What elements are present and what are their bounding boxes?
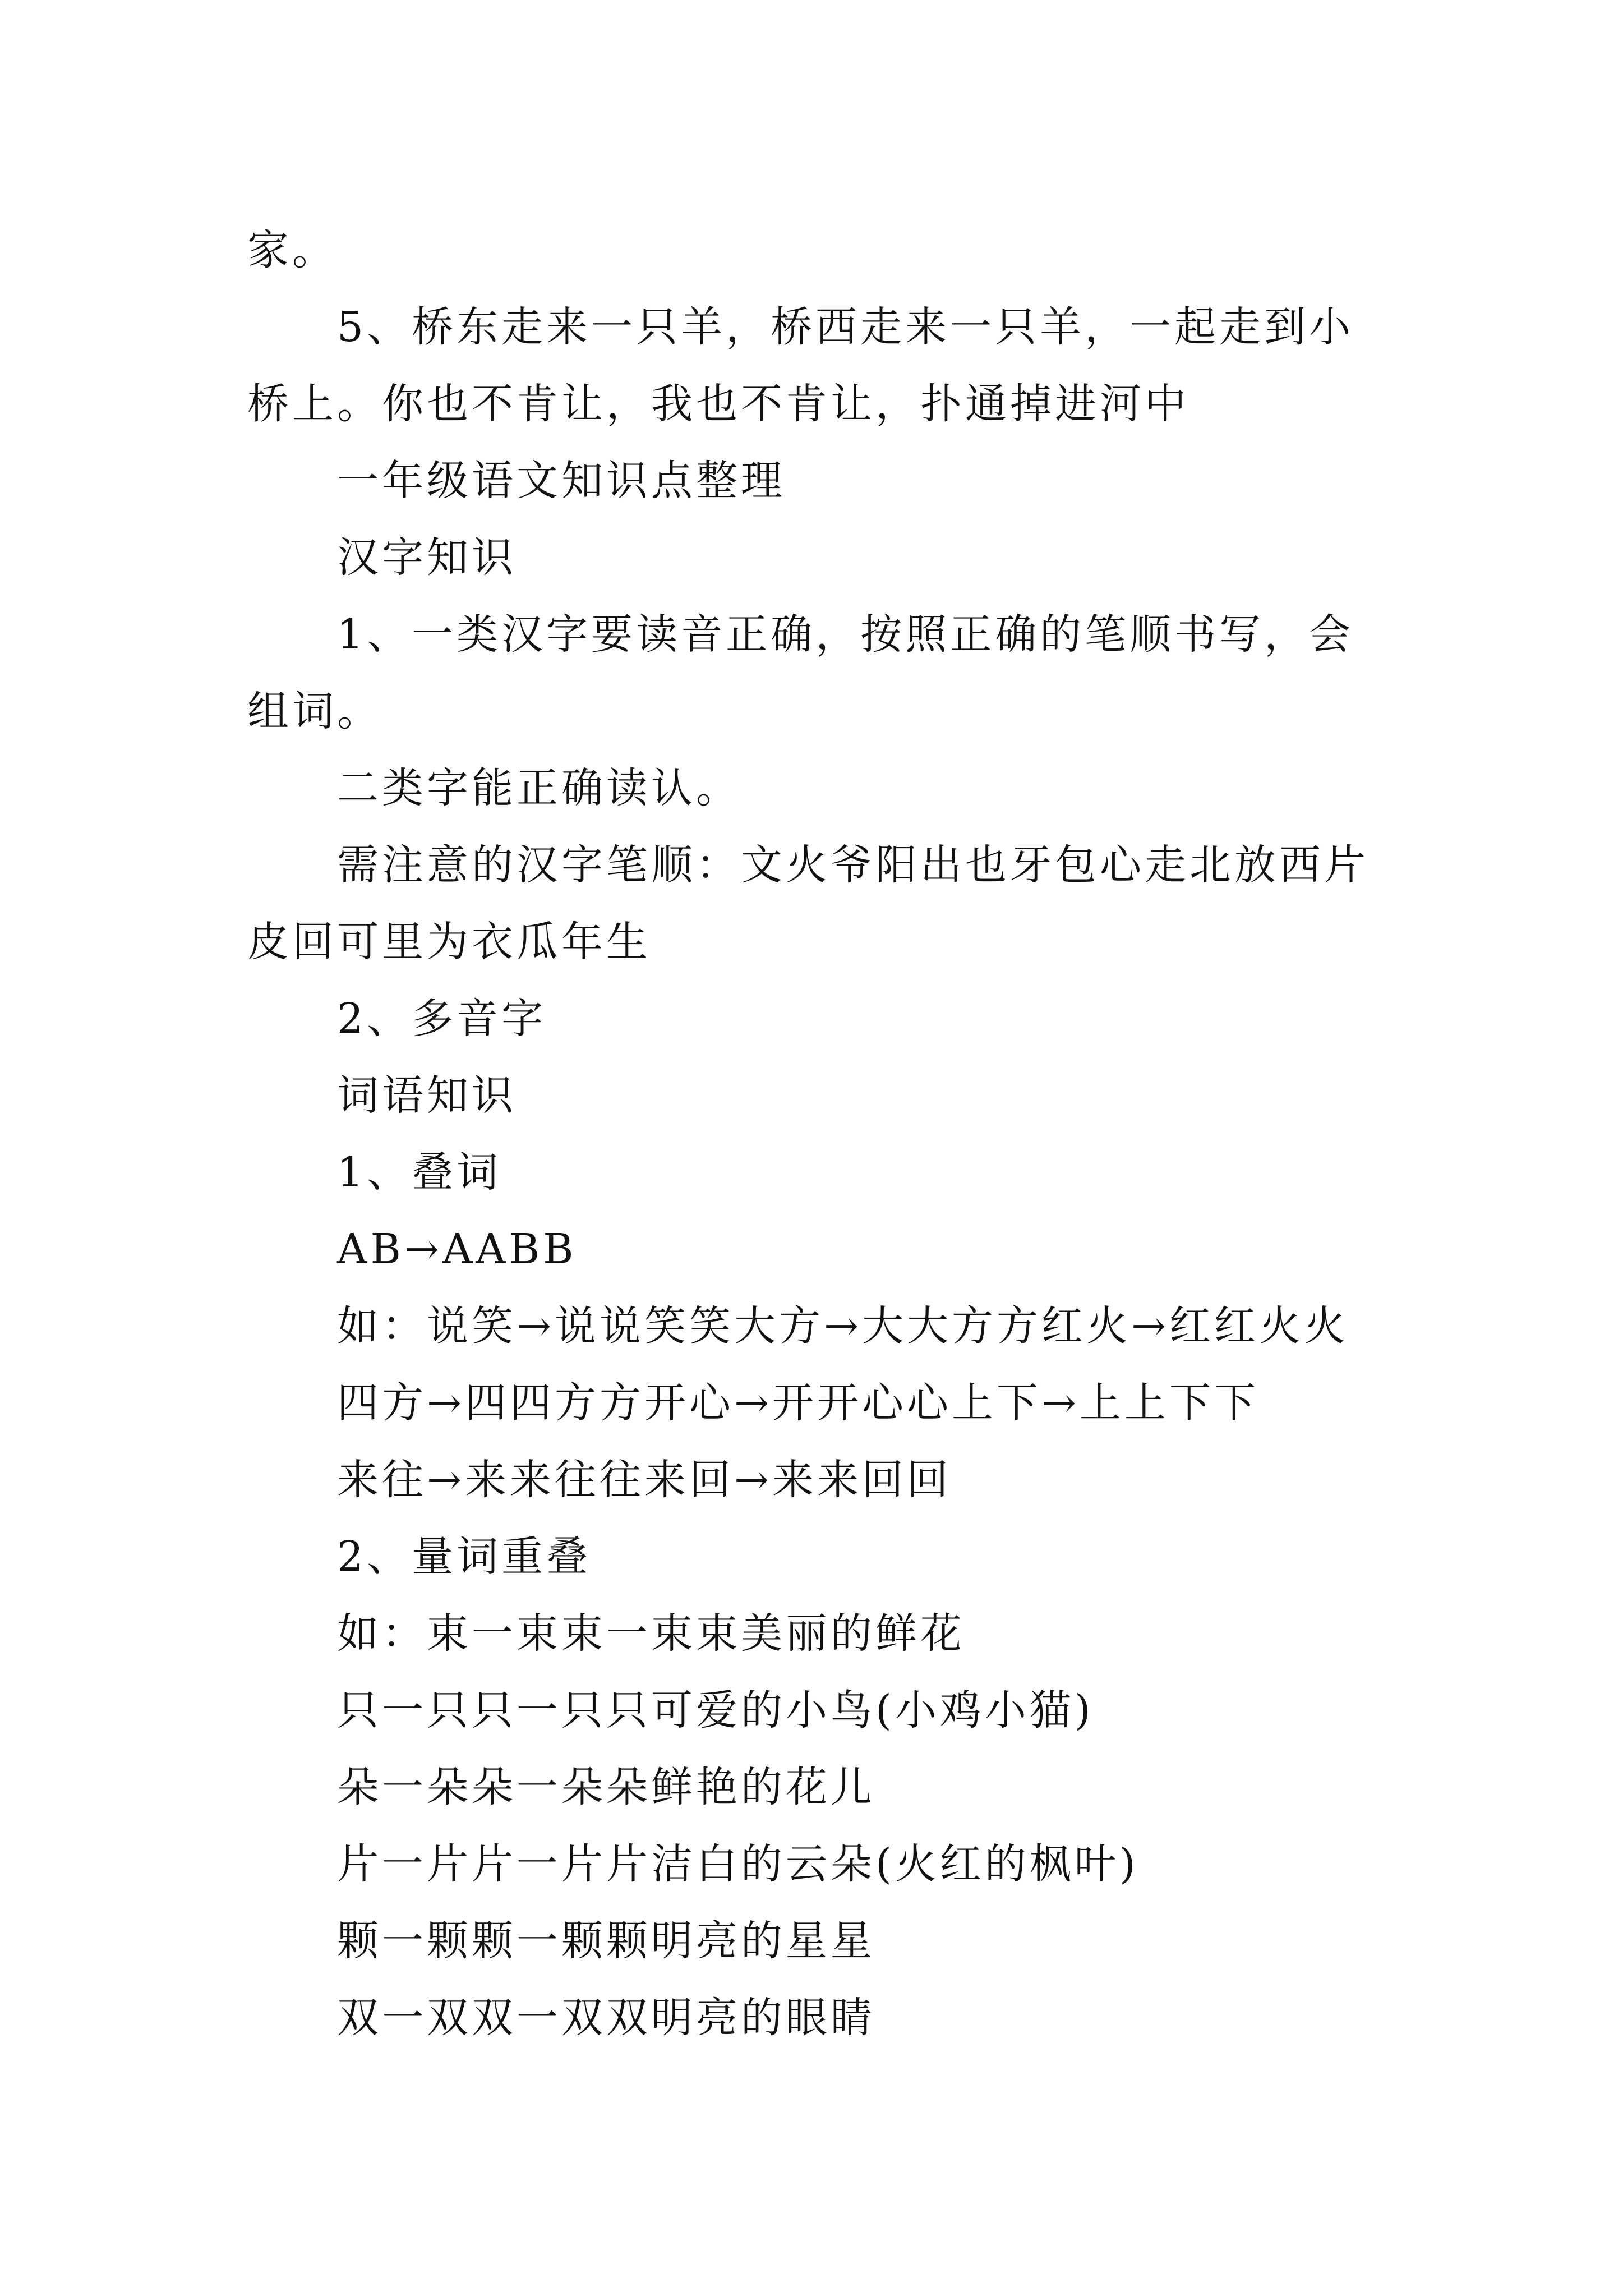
document-body — [247, 212, 1391, 2056]
pattern-line: AB→AABB — [337, 1225, 577, 1273]
example-line: 朵一朵朵一朵朵鲜艳的花儿 — [337, 1763, 875, 1811]
example-line: 四方→四四方方开心→开开心心上下→上上下下 — [337, 1379, 1260, 1427]
subsection-heading: 词语知识 — [337, 1071, 517, 1120]
example-line: 只一只只一只只可爱的小鸟(小鸡小猫) — [337, 1686, 1094, 1734]
example-line: 如：说笑→说说笑笑大方→大大方方红火→红红火火 — [337, 1302, 1349, 1350]
text-paragraph: 1、一类汉字要读音正确，按照正确的笔顺书写，会组词。 — [247, 610, 1354, 735]
section-title: 一年级语文知识点整理 — [337, 457, 786, 505]
text-line: 二类字能正确读认。 — [337, 764, 741, 812]
text-line-continuation: 家。 — [247, 226, 337, 274]
example-line: 颗一颗颗一颗颗明亮的星星 — [337, 1917, 875, 1965]
example-line: 如：束一束束一束束美丽的鲜花 — [337, 1609, 965, 1658]
example-line: 双一双双一双双明亮的眼睛 — [337, 1994, 875, 2042]
subsection-heading: 汉字知识 — [337, 533, 517, 582]
list-item: 1、叠词 — [337, 1148, 502, 1197]
text-paragraph-riddle: 5、桥东走来一只羊，桥西走来一只羊，一起走到小桥上。你也不肯让，我也不肯让，扑通掉进河中 — [247, 303, 1354, 428]
example-line: 来往→来来往往来回→来来回回 — [337, 1456, 952, 1504]
list-item: 2、多音字 — [337, 995, 547, 1043]
text-paragraph-stroke-order: 需注意的汉字笔顺：文火爷阳出也牙包心走北放西片皮回可里为衣瓜年生 — [247, 841, 1369, 966]
example-line: 片一片片一片片洁白的云朵(火红的枫叶) — [337, 1840, 1139, 1888]
list-item: 2、量词重叠 — [337, 1533, 592, 1581]
